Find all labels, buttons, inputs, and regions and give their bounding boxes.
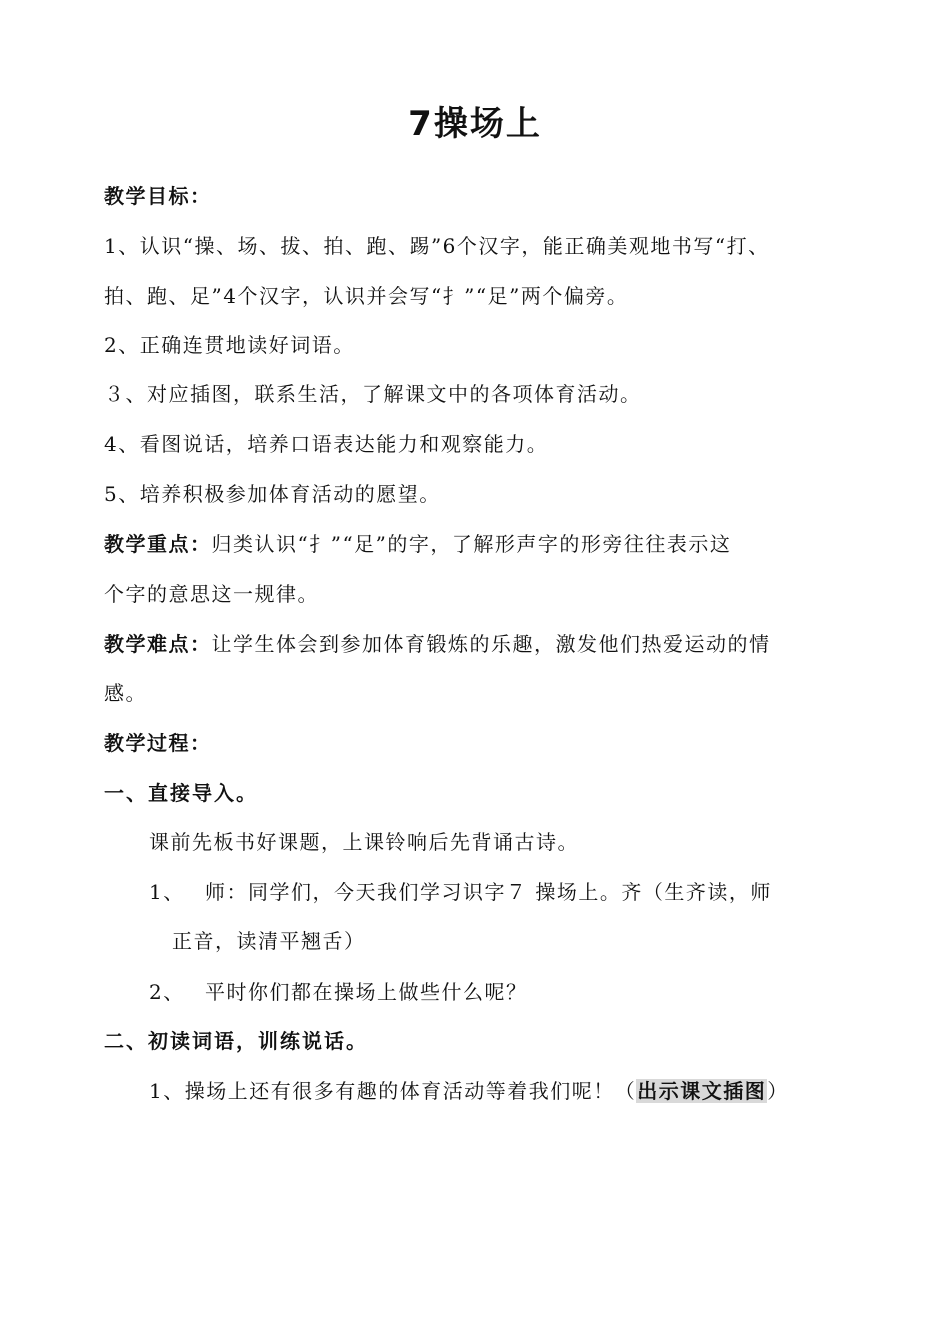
goals-heading: 教学目标： bbox=[104, 184, 212, 208]
section-1-item-2-num: 2、 bbox=[149, 980, 185, 1004]
difficulty-line-1 bbox=[104, 632, 771, 656]
goal-2: 2、正确连贯地读好词语。 bbox=[104, 333, 355, 357]
section-1-heading: 一、直接导入。 bbox=[104, 781, 258, 805]
goal-3: ３、对应插图，联系生活，了解课文中的各项体育活动。 bbox=[104, 382, 642, 406]
key-point-line-2: 个字的意思这一规律。 bbox=[104, 582, 319, 606]
goal-4: 4、看图说话，培养口语表达能力和观察能力。 bbox=[104, 432, 549, 456]
difficulty-label: 教学难点： bbox=[104, 632, 212, 656]
document-title: 7操场上 bbox=[408, 104, 542, 144]
process-heading: 教学过程： bbox=[104, 731, 212, 755]
goal-5: 5、培养积极参加体育活动的愿望。 bbox=[104, 482, 441, 506]
section-1-item-1-line-1: 师：同学们，今天我们学习识字７ 操场上。齐（生齐读，师 bbox=[205, 880, 772, 904]
difficulty-line-2: 感。 bbox=[104, 681, 147, 705]
key-point-line-1 bbox=[104, 532, 731, 556]
difficulty-text: 让学生体会到参加体育锻炼的乐趣，激发他们热爱运动的情 bbox=[211, 632, 771, 656]
goal-1-line-2: 拍、跑、足”4个汉字，认识并会写“扌”“足”两个偏旁。 bbox=[104, 284, 629, 308]
key-point-label: 教学重点： bbox=[104, 532, 212, 556]
section-1-item-1-num: 1、 bbox=[149, 880, 185, 904]
key-point-text: 归类认识“扌”“足”的字，了解形声字的形旁往往表示这 bbox=[211, 532, 732, 556]
section-2-item-1-text: 1、操场上还有很多有趣的体育活动等着我们呢！（ bbox=[149, 1079, 637, 1103]
section-2-item-1-close: ） bbox=[767, 1079, 789, 1103]
section-2-item-1 bbox=[149, 1079, 789, 1103]
section-2-heading: 二、初读词语，训练说话。 bbox=[104, 1029, 368, 1053]
section-1-item-1-line-2: 正音，读清平翘舌） bbox=[172, 929, 366, 953]
section-1-intro: 课前先板书好课题，上课铃响后先背诵古诗。 bbox=[149, 830, 579, 854]
show-illustration-highlight: 出示课文插图 bbox=[637, 1079, 767, 1103]
section-1-item-2-text: 平时你们都在操场上做些什么呢？ bbox=[205, 980, 528, 1004]
goal-1-line-1: 1、认识“操、场、拔、拍、跑、踢”6个汉字，能正确美观地书写“打、 bbox=[104, 234, 770, 258]
